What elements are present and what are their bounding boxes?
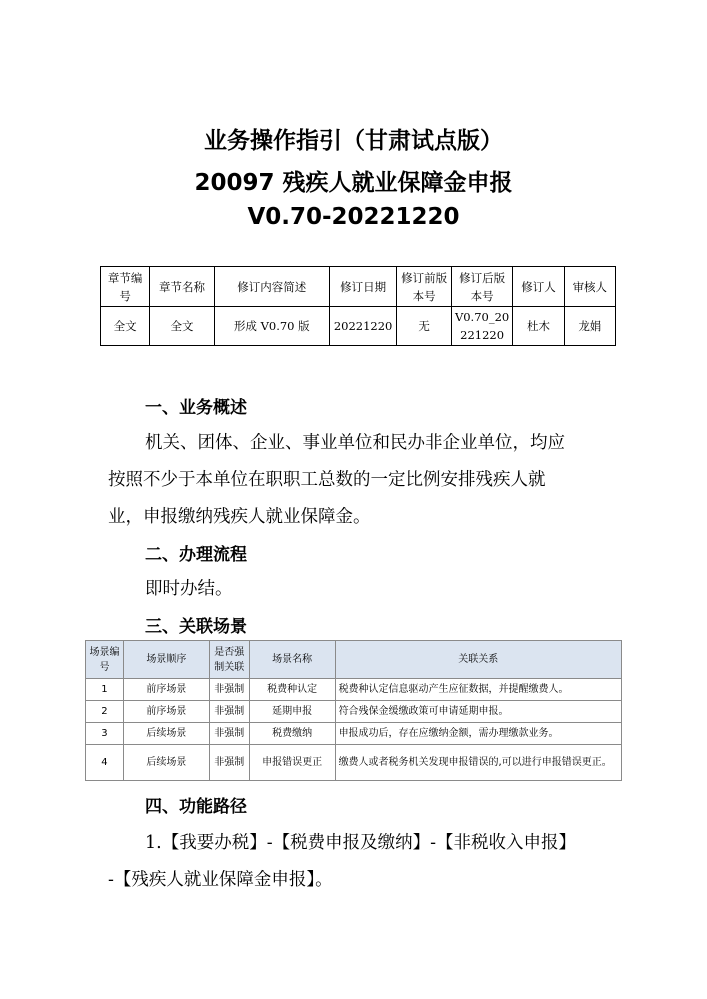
table-cell: 前序场景	[123, 701, 209, 723]
section-heading-function-path: 四、功能路径	[145, 797, 247, 817]
col-header: 修订内容简述	[214, 267, 329, 307]
table-cell: 3	[86, 723, 124, 745]
col-header: 审核人	[564, 267, 615, 307]
table-cell: 后续场景	[123, 723, 209, 745]
section-heading-overview: 一、业务概述	[145, 398, 247, 418]
table-cell: 税费缴纳	[249, 723, 335, 745]
table-cell: 前序场景	[123, 679, 209, 701]
table-cell: 符合残保金缓缴政策可申请延期申报。	[335, 701, 621, 723]
table-cell: 龙娟	[564, 307, 615, 346]
table-cell: 20221220	[329, 307, 397, 346]
table-cell: 缴费人或者税务机关发现申报错误的,可以进行申报错误更正。	[335, 745, 621, 781]
doc-title-line1: 业务操作指引（甘肃试点版）	[204, 128, 503, 154]
table-cell: 非强制	[209, 701, 249, 723]
table-cell: 杜木	[513, 307, 564, 346]
col-header: 场景顺序	[123, 641, 209, 679]
doc-title-version: V0.70-20221220	[247, 204, 460, 230]
table-cell: 无	[397, 307, 451, 346]
table-cell: 后续场景	[123, 745, 209, 781]
paragraph-line: 机关、团体、企业、事业单位和民办非企业单位，均应	[145, 433, 565, 453]
col-header: 章节名称	[150, 267, 215, 307]
table-cell: 1	[86, 679, 124, 701]
scenes-table-header	[86, 641, 622, 679]
col-header: 场景名称	[249, 641, 335, 679]
section-heading-process: 二、办理流程	[145, 545, 247, 565]
table-cell: 税费种认定信息驱动产生应征数据，并提醒缴费人。	[335, 679, 621, 701]
col-header: 关联关系	[335, 641, 621, 679]
table-cell: 非强制	[209, 679, 249, 701]
col-header: 场景编号	[86, 641, 124, 679]
doc-title-line2: 20097 残疾人就业保障金申报	[194, 170, 513, 196]
paragraph-line: 1.【我要办税】-【税费申报及缴纳】-【非税收入申报】	[145, 833, 577, 853]
col-header: 修订前版本号	[397, 267, 451, 307]
process-text: 即时办结。	[145, 579, 233, 599]
table-cell: 形成 V0.70 版	[214, 307, 329, 346]
table-row	[86, 723, 622, 745]
table-cell: 延期申报	[249, 701, 335, 723]
col-header: 是否强制关联	[209, 641, 249, 679]
table-row	[86, 745, 622, 781]
table-row	[86, 679, 622, 701]
table-row	[86, 701, 622, 723]
table-row	[101, 307, 616, 346]
paragraph-line: 业，申报缴纳残疾人就业保障金。	[108, 507, 371, 527]
col-header: 修订人	[513, 267, 564, 307]
table-cell: 非强制	[209, 723, 249, 745]
table-cell: 2	[86, 701, 124, 723]
table-cell: 申报成功后，存在应缴纳金额，需办理缴款业务。	[335, 723, 621, 745]
col-header: 修订日期	[329, 267, 397, 307]
related-scenes-table	[85, 640, 622, 781]
table-cell: V0.70_20221220	[451, 307, 513, 346]
col-header: 修订后版本号	[451, 267, 513, 307]
paragraph-line: 按照不少于本单位在职职工总数的一定比例安排残疾人就	[108, 470, 546, 490]
table-cell: 全文	[101, 307, 150, 346]
section-heading-related-scenes: 三、关联场景	[145, 617, 247, 637]
table-cell: 税费种认定	[249, 679, 335, 701]
revision-table	[100, 266, 616, 346]
table-cell: 4	[86, 745, 124, 781]
revision-table-header	[101, 267, 616, 307]
table-cell: 申报错误更正	[249, 745, 335, 781]
col-header: 章节编号	[101, 267, 150, 307]
paragraph-line: -【残疾人就业保障金申报】。	[108, 870, 333, 890]
table-cell: 全文	[150, 307, 215, 346]
table-cell: 非强制	[209, 745, 249, 781]
